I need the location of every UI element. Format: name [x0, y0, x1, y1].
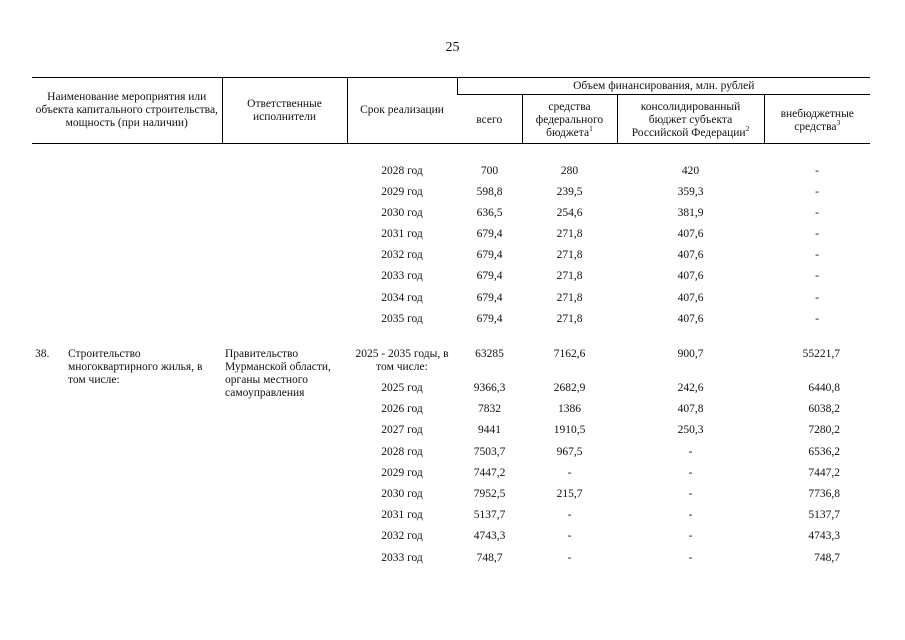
federal-cell: - [567, 509, 572, 522]
empty-cell [32, 309, 222, 330]
table-row [32, 288, 870, 309]
total-cell: 7832 [478, 403, 501, 416]
header-regional: консолидированный бюджет субъекта Российской Федерации$^2$ [617, 95, 764, 144]
year-cell: 2027 год [381, 424, 423, 437]
regional-cell: - [688, 466, 693, 479]
regional-cell: 359,3 [677, 185, 704, 198]
federal-cell: 271,8 [556, 291, 583, 304]
extra-cell: - [815, 249, 819, 262]
total-cell: 679,4 [476, 312, 503, 325]
total-cell: 700 [480, 164, 499, 177]
extra-cell: 4743,3 [808, 530, 841, 543]
financing-table [32, 77, 870, 569]
year-cell: 2029 год [381, 466, 423, 479]
table-row [32, 203, 870, 224]
regional-cell: 407,6 [677, 228, 704, 241]
federal-cell: 1386 [558, 403, 581, 416]
item-name: Строительство многоквартирного жилья, в том числе: [68, 348, 203, 386]
federal-cell: 271,8 [556, 249, 583, 262]
page-number: 25 [445, 40, 460, 55]
total-cell: 636,5 [476, 206, 503, 219]
year-cell: 2028 год [381, 164, 423, 177]
extra-cell: 7280,2 [808, 424, 841, 437]
year-cell: 2034 год [381, 291, 423, 304]
regional-cell: 407,6 [677, 312, 704, 325]
year-cell: 2030 год [381, 487, 423, 500]
header-federal: средства федерального бюджета$^1$ [522, 95, 617, 144]
table-row [32, 344, 870, 378]
federal-cell: 215,7 [556, 487, 583, 500]
table-row [32, 182, 870, 203]
regional-cell: - [688, 487, 693, 500]
year-cell: 2035 год [381, 312, 423, 325]
regional-cell: - [688, 530, 693, 543]
empty-cell [222, 203, 347, 224]
year-cell: 2029 год [381, 185, 423, 198]
total-cell: 679,4 [476, 249, 503, 262]
empty-cell [32, 161, 222, 182]
total-cell: 4743,3 [473, 530, 506, 543]
federal-cell: 2682,9 [553, 382, 586, 394]
total-cell: 63285 [475, 348, 504, 360]
year-cell: 2030 год [381, 206, 423, 219]
table-row [32, 224, 870, 245]
empty-cell [32, 245, 222, 266]
year-cell: 2031 год [381, 509, 423, 522]
total-cell: 679,4 [476, 291, 503, 304]
total-cell: 7952,5 [473, 487, 506, 500]
total-cell: 598,8 [476, 185, 503, 198]
extra-cell: - [815, 291, 819, 304]
regional-cell: - [688, 551, 693, 564]
extra-cell: - [815, 312, 819, 325]
table-row [32, 309, 870, 330]
item-executors: Правительство Мурманской области, органы местного самоуправления [225, 348, 331, 399]
header-total: всего [457, 95, 522, 144]
empty-cell [32, 224, 222, 245]
header-name: Наименование мероприятия или объекта капитального строительства, мощность (при наличии) [32, 78, 222, 144]
empty-cell [32, 266, 222, 287]
total-cell: 9366,3 [473, 382, 506, 394]
empty-cell [222, 266, 347, 287]
empty-cell [32, 288, 222, 309]
year-cell: 2032 год [381, 249, 423, 262]
regional-cell: - [688, 445, 693, 458]
regional-cell: 381,9 [677, 206, 704, 219]
term-cell: 2025 - 2035 годы, в том числе: [355, 348, 449, 373]
federal-cell: 271,8 [556, 228, 583, 241]
extra-cell: 7447,2 [808, 466, 841, 479]
total-cell: 748,7 [476, 551, 503, 564]
federal-cell: 271,8 [556, 312, 583, 325]
federal-cell: 1910,5 [553, 424, 586, 437]
empty-cell [32, 203, 222, 224]
regional-cell: 250,3 [677, 424, 704, 437]
federal-cell: 7162,6 [553, 348, 586, 360]
year-cell: 2031 год [381, 228, 423, 241]
regional-cell: 407,6 [677, 270, 704, 283]
table-header [32, 78, 870, 144]
header-executors: Ответственные исполнители [222, 78, 347, 144]
regional-cell: 242,6 [677, 382, 704, 394]
federal-cell: 254,6 [556, 206, 583, 219]
extra-cell: - [815, 185, 819, 198]
empty-cell [32, 182, 222, 203]
total-cell: 7503,7 [473, 445, 506, 458]
extra-cell: - [815, 164, 819, 177]
table-row [32, 245, 870, 266]
year-cell: 2032 год [381, 530, 423, 543]
item-name-cell [32, 344, 222, 569]
regional-cell: 407,6 [677, 291, 704, 304]
table-row [32, 161, 870, 182]
total-cell: 5137,7 [473, 509, 506, 522]
federal-cell: 239,5 [556, 185, 583, 198]
extra-cell: 6440,8 [808, 382, 841, 394]
extra-cell: 7736,8 [808, 487, 841, 500]
total-cell: 679,4 [476, 228, 503, 241]
regional-cell: 407,6 [677, 249, 704, 262]
federal-cell: 967,5 [556, 445, 583, 458]
extra-cell: - [815, 228, 819, 241]
extra-cell: - [815, 206, 819, 219]
header-financing: Объем финансирования, млн. рублей [457, 78, 870, 95]
extra-cell: 6038,2 [808, 403, 841, 416]
year-cell: 2026 год [381, 403, 423, 416]
header-extra: внебюджетные средства$^3$ [764, 95, 870, 144]
item-number: 38. [35, 348, 50, 360]
extra-cell: 748,7 [814, 551, 841, 564]
empty-cell [222, 309, 347, 330]
header-term: Срок реализации [347, 78, 457, 144]
year-cell: 2033 год [381, 270, 423, 283]
extra-cell: 5137,7 [808, 509, 841, 522]
table-row [32, 266, 870, 287]
regional-cell: - [688, 509, 693, 522]
federal-cell: 271,8 [556, 270, 583, 283]
regional-cell: 407,8 [677, 403, 704, 416]
federal-cell: - [567, 530, 572, 543]
table-body [32, 144, 870, 569]
year-cell: 2028 год [381, 445, 423, 458]
federal-cell: - [567, 551, 572, 564]
extra-cell: 6536,2 [808, 445, 841, 458]
federal-cell: 280 [560, 164, 579, 177]
empty-cell [222, 182, 347, 203]
total-cell: 9441 [478, 424, 501, 437]
empty-cell [222, 288, 347, 309]
year-cell: 2025 год [381, 382, 423, 394]
extra-cell: - [815, 270, 819, 283]
empty-cell [222, 224, 347, 245]
empty-cell [222, 245, 347, 266]
year-cell: 2033 год [381, 551, 423, 564]
extra-cell: 55221,7 [802, 348, 841, 360]
regional-cell: 420 [681, 164, 700, 177]
federal-cell: - [567, 466, 572, 479]
total-cell: 7447,2 [473, 466, 506, 479]
regional-cell: 900,7 [677, 348, 704, 360]
executors-cell [222, 344, 347, 569]
empty-cell [222, 161, 347, 182]
total-cell: 679,4 [476, 270, 503, 283]
